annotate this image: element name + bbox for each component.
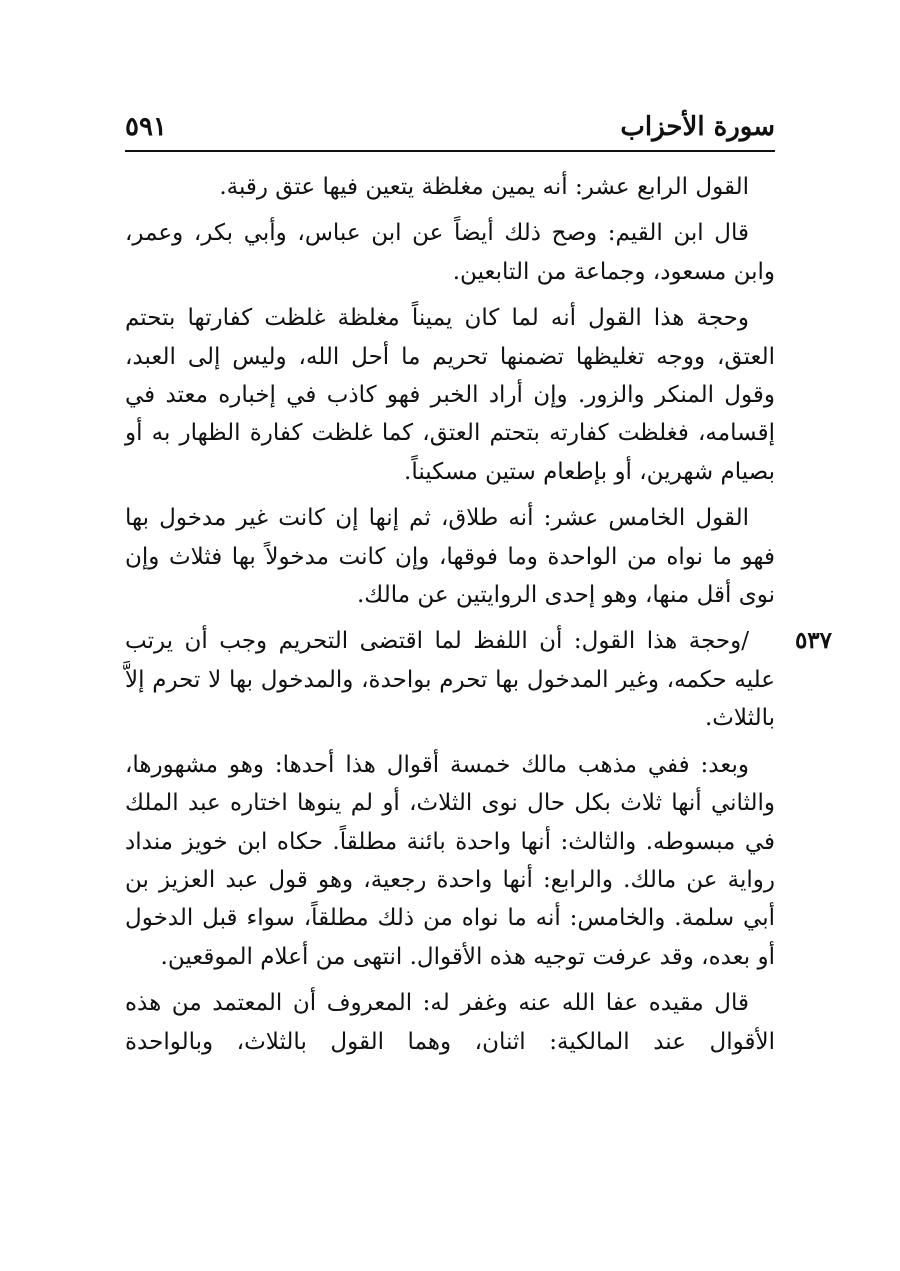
paragraph-with-margin-note [125,622,832,737]
paragraph-author-comment: قال مقيده عفا الله عنه وغفر له: المعروف أن المعتمد من هذه الأقوال عند المالكية: اثنان، وهما القول بالثلاث، وبالواحدة [125,990,775,1055]
paragraph-argument-15th: /وحجة هذا القول: أن اللفظ لما اقتضى التحريم وجب أن يرتب عليه حكمه، وغير المدخول بها تحرم بواحدة، والمدخول بها لا تحرم إلاَّ بالثلاث. [125,628,775,732]
paragraph-14th-opinion: القول الرابع عشر: أنه يمين مغلظة يتعين فيها عتق رقبة. [219,174,749,200]
surah-title: سورة الأحزاب [620,112,775,142]
paragraph-maliki-opinions: وبعد: ففي مذهب مالك خمسة أقوال هذا أحدها: وهو مشهورها، والثاني أنها ثلاث بكل حال نوى الثلاث، أو لم ينوها اختاره عبد الملك في مبسوطه. والثالث: أنها واحدة بائنة مطلقاً. حكاه ابن خويز منداد رواية عن مالك. والرابع: أنها واحدة رجعية، وهو قول عبد العزيز بن أبي سلمة. والخامس: أنه ما نواه من ذلك مطلقاً، سواء قبل الدخول أو بعده، وقد عرفت توجيه هذه الأقوال. انتهى من أعلام الموقعين. [125,751,775,970]
running-head [125,108,775,148]
paragraph-argument: وحجة هذا القول أنه لما كان يميناً مغلظة غلظت كفارتها بتحتم العتق، ووجه تغليظها تضمنها تحريم ما أحل الله، وليس إلى العبد، وقول المنكر والزور. وإن أراد الخبر فهو كاذب في إخباره معتد في إقسامه، فغلظت كفارته بتحتم العتق، كما غلظت كفارة الظهار به أو بصيام شهرين، أو بإطعام ستين مسكيناً. [125,305,775,485]
header-rule [125,150,775,152]
page-number: ٥٩١ [125,112,167,142]
body-text [125,168,832,1069]
paragraph-15th-opinion: القول الخامس عشر: أنه طلاق، ثم إنها إن كانت غير مدخول بها فهو ما نواه من الواحدة وما فوقها، وإن كانت مدخولاً بها فثلاث وإن نوى أقل منها، وهو إحدى الروايتين عن مالك. [125,505,775,609]
paragraph-ibn-qayyim: قال ابن القيم: وصح ذلك أيضاً عن ابن عباس، وأبي بكر، وعمر، وابن مسعود، وجماعة من التابعين. [125,220,775,285]
margin-page-reference: ٥٣٧ [794,627,832,655]
